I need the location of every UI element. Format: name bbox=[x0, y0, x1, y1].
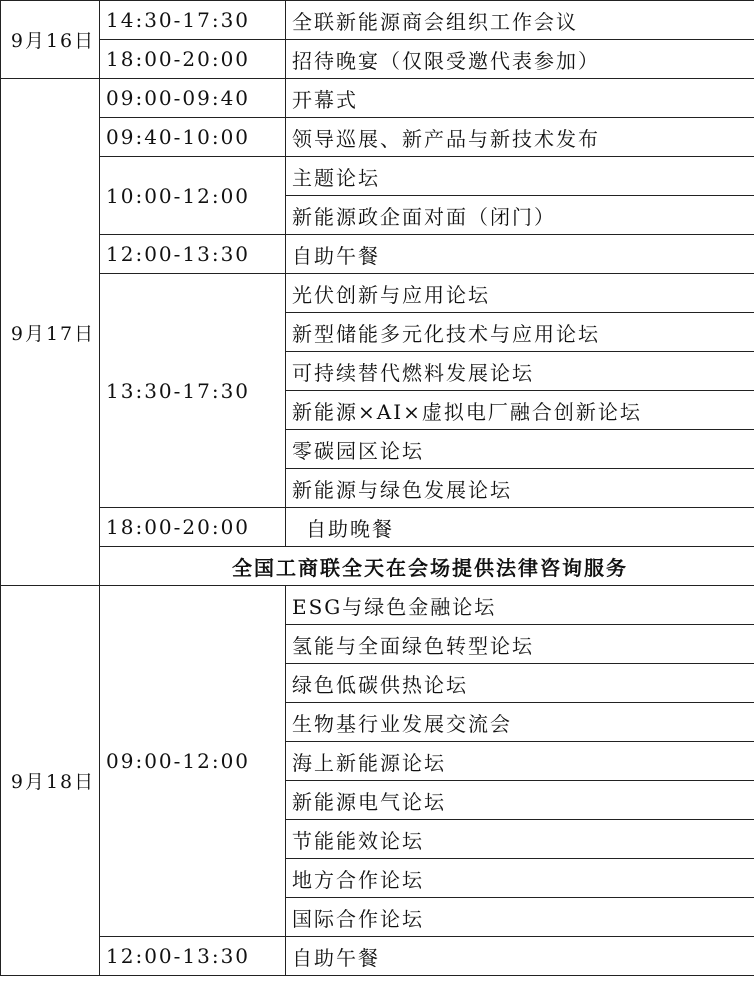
event-cell: 生物基行业发展交流会 bbox=[286, 703, 754, 742]
event-cell: 节能能效论坛 bbox=[286, 820, 754, 859]
date-cell-sep16: 9月16日 bbox=[1, 1, 100, 79]
event-cell: 绿色低碳供热论坛 bbox=[286, 664, 754, 703]
event-cell: 新能源与绿色发展论坛 bbox=[286, 469, 754, 508]
table-row bbox=[1, 508, 754, 547]
time-cell: 10:00-12:00 bbox=[100, 157, 286, 235]
time-cell: 13:30-17:30 bbox=[100, 274, 286, 508]
date-cell-sep18: 9月18日 bbox=[1, 586, 100, 976]
event-cell: 可持续替代燃料发展论坛 bbox=[286, 352, 754, 391]
event-cell: 自助午餐 bbox=[286, 937, 754, 976]
time-cell: 18:00-20:00 bbox=[100, 40, 286, 79]
event-cell: 主题论坛 bbox=[286, 157, 754, 196]
table-row bbox=[1, 40, 754, 79]
event-cell: ESG与绿色金融论坛 bbox=[286, 586, 754, 625]
event-cell: 开幕式 bbox=[286, 79, 754, 118]
table-row bbox=[1, 157, 754, 196]
time-cell: 14:30-17:30 bbox=[100, 1, 286, 40]
date-cell-sep17: 9月17日 bbox=[1, 79, 100, 586]
table-row bbox=[1, 118, 754, 157]
event-cell: 新能源电气论坛 bbox=[286, 781, 754, 820]
time-cell: 09:00-09:40 bbox=[100, 79, 286, 118]
event-cell: 国际合作论坛 bbox=[286, 898, 754, 937]
event-cell: 新型储能多元化技术与应用论坛 bbox=[286, 313, 754, 352]
event-cell: 氢能与全面绿色转型论坛 bbox=[286, 625, 754, 664]
event-cell: 全联新能源商会组织工作会议 bbox=[286, 1, 754, 40]
time-cell: 18:00-20:00 bbox=[100, 508, 286, 547]
time-cell: 09:00-12:00 bbox=[100, 586, 286, 937]
table-row bbox=[1, 586, 754, 625]
event-cell: 海上新能源论坛 bbox=[286, 742, 754, 781]
table-row bbox=[1, 547, 754, 586]
event-cell: 新能源政企面对面（闭门） bbox=[286, 196, 754, 235]
event-cell: 自助午餐 bbox=[286, 235, 754, 274]
event-cell: 地方合作论坛 bbox=[286, 859, 754, 898]
table-row bbox=[1, 274, 754, 313]
event-cell: 自助晚餐 bbox=[286, 508, 754, 547]
event-cell: 领导巡展、新产品与新技术发布 bbox=[286, 118, 754, 157]
table-row bbox=[1, 1, 754, 40]
time-cell: 09:40-10:00 bbox=[100, 118, 286, 157]
legal-service-banner: 全国工商联全天在会场提供法律咨询服务 bbox=[100, 547, 754, 586]
time-cell: 12:00-13:30 bbox=[100, 937, 286, 976]
event-cell: 招待晚宴（仅限受邀代表参加） bbox=[286, 40, 754, 79]
table-row bbox=[1, 79, 754, 118]
event-cell: 零碳园区论坛 bbox=[286, 430, 754, 469]
time-cell: 12:00-13:30 bbox=[100, 235, 286, 274]
table-row bbox=[1, 937, 754, 976]
table-row bbox=[1, 235, 754, 274]
event-cell: 光伏创新与应用论坛 bbox=[286, 274, 754, 313]
event-cell: 新能源×AI×虚拟电厂融合创新论坛 bbox=[286, 391, 754, 430]
